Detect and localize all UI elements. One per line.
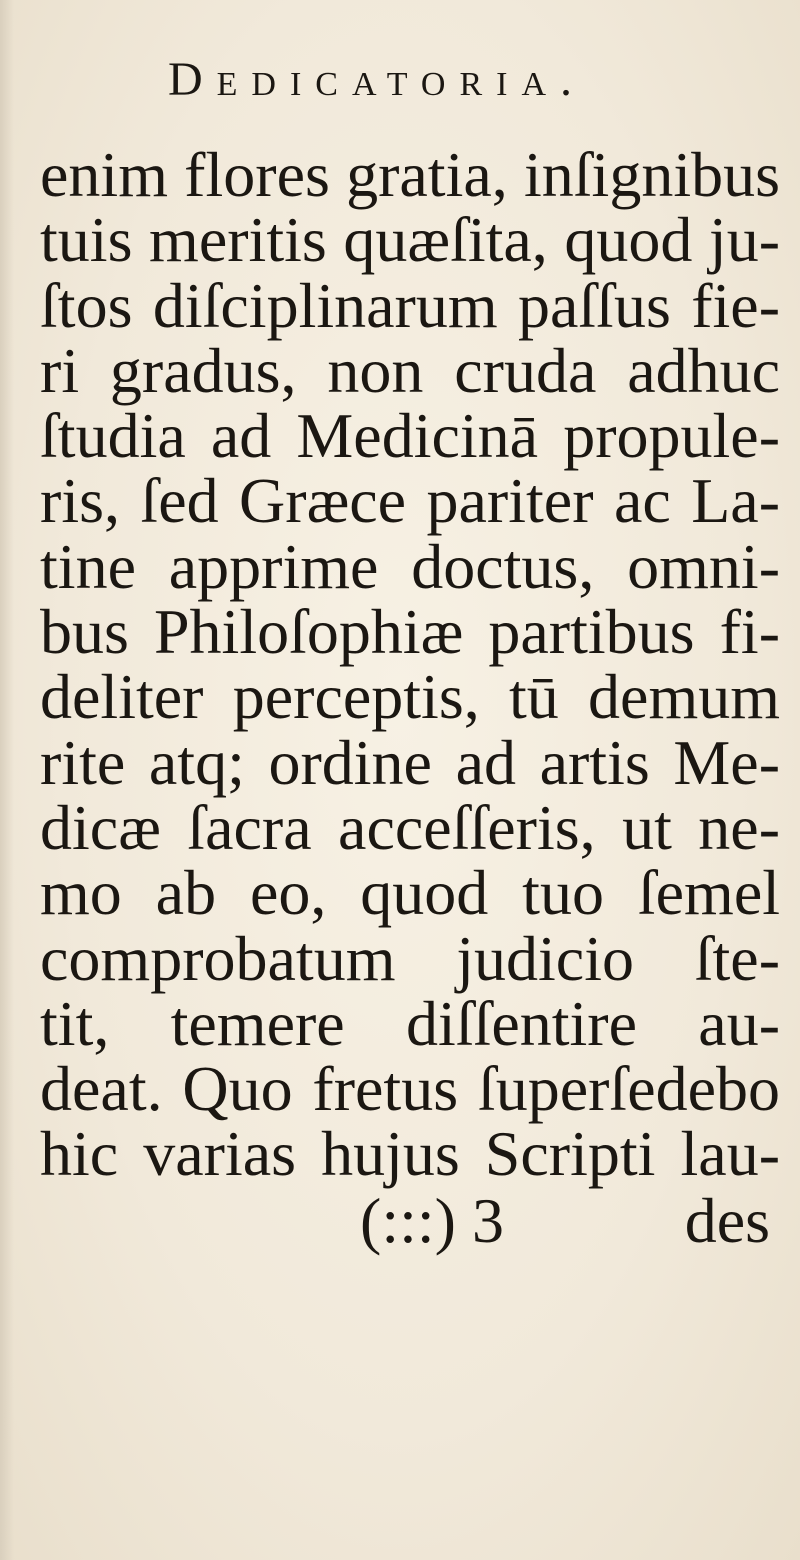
text-line: deat. Quo fretus ſuperſedebo [40,1053,780,1125]
text-line: tit, temere diſſentire au- [40,987,780,1059]
text-line: mo ab eo, quod tuo ſemel [40,857,780,929]
text-line: dicæ ſacra acceſſeris, ut ne- [40,791,780,863]
text-line: comprobatum judicio ſte- [40,922,780,994]
text-line: hic varias hujus Scripti lau- [40,1118,780,1190]
text-line: rite atq; ordine ad artis Me- [40,726,780,798]
running-head: Dedicatoria. [168,53,587,106]
catchword: des [684,1185,770,1256]
body-text [40,139,780,1190]
text-line: deliter perceptis, tū demum [40,661,780,733]
page-gutter-shadow [0,0,14,1560]
signature-mark: (:::) 3 [360,1185,504,1256]
text-line: tuis meritis quæſita, quod ju- [40,204,780,276]
text-line: bus Philoſophiæ partibus fi- [40,596,780,668]
text-line: ris, ſed Græce pariter ac La- [40,465,780,537]
text-line: tine apprime doctus, omni- [40,530,780,602]
text-line: ri gradus, non cruda adhuc [40,334,780,406]
page-footer [40,1186,780,1256]
text-line: ſtudia ad Medicinā propule- [40,400,780,472]
text-line: enim flores gratia, inſignibus [40,139,780,210]
text-line: ſtos diſciplinarum paſſus fie- [40,269,780,341]
